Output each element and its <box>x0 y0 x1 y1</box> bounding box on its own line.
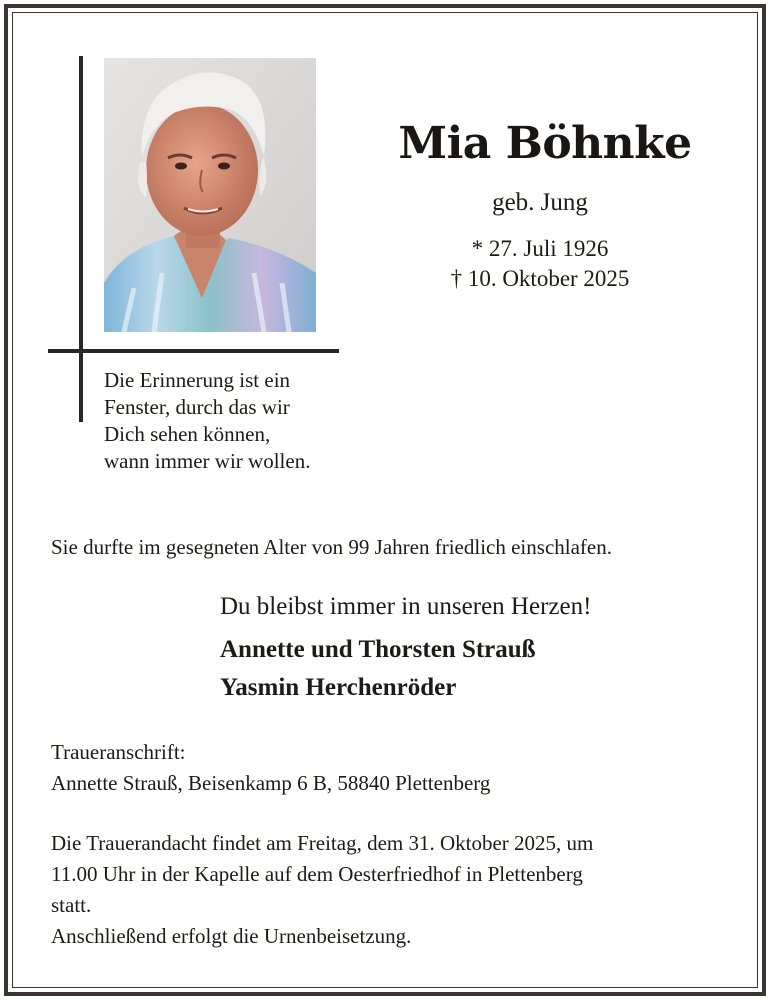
intro-text: Sie durfte im gesegneten Alter von 99 Jahren friedlich einschlafen. <box>51 535 612 559</box>
mourner-name: Yasmin Herchenröder <box>220 674 457 701</box>
deceased-name: Mia Böhnke <box>398 118 692 169</box>
mourning-address <box>51 737 751 799</box>
quote-line: wann immer wir wollen. <box>104 449 311 473</box>
cross-horizontal-bar <box>48 349 339 353</box>
service-info <box>51 828 751 952</box>
quote-line: Dich sehen können, <box>104 422 271 446</box>
service-line: statt. <box>51 893 92 917</box>
service-line: Anschließend erfolgt die Urnenbeisetzung. <box>51 924 412 948</box>
birth-date: * 27. Juli 1926 <box>471 236 609 261</box>
service-line: 11.00 Uhr in der Kapelle auf dem Oesterfriedhof in Plettenberg <box>51 862 583 886</box>
address-label: Traueranschrift: <box>51 740 186 764</box>
address-line: Annette Strauß, Beisenkamp 6 B, 58840 Plettenberg <box>51 771 491 795</box>
life-dates <box>340 234 740 294</box>
service-line: Die Trauerandacht findet am Freitag, dem 31. Oktober 2025, um <box>51 831 594 855</box>
mourner-name: Annette und Thorsten Strauß <box>220 636 536 663</box>
closing-line: Du bleibst immer in unseren Herzen! <box>220 593 592 620</box>
quote-line: Die Erinnerung ist ein <box>104 368 291 392</box>
memorial-quote <box>104 367 404 475</box>
mourners-list <box>220 631 740 707</box>
quote-line: Fenster, durch das wir <box>104 395 290 419</box>
portrait-photo <box>104 58 316 332</box>
maiden-name: geb. Jung <box>492 189 588 216</box>
cross-vertical-bar <box>79 56 83 422</box>
death-date: † 10. Oktober 2025 <box>450 266 630 291</box>
